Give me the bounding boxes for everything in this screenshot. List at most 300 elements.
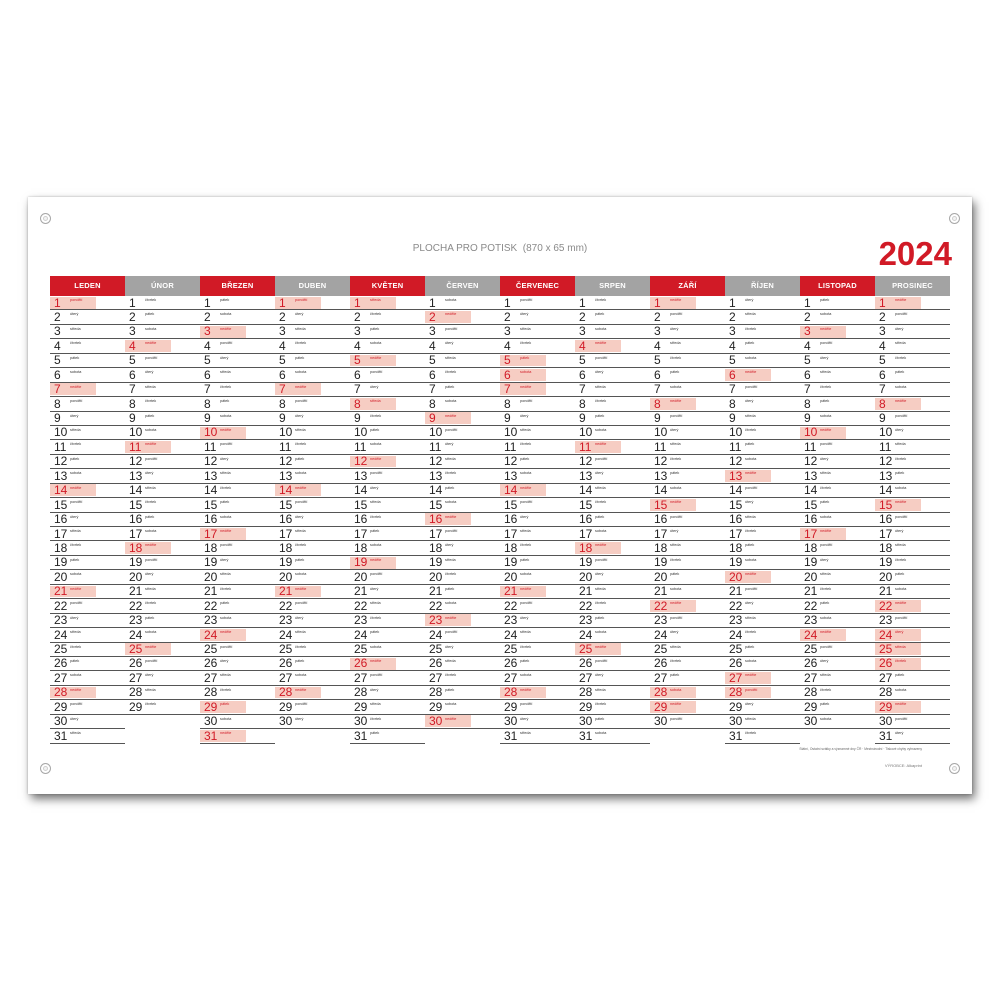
day-number: 11 — [804, 439, 817, 454]
day-name: neděle — [145, 543, 157, 548]
day-number: 10 — [204, 425, 218, 440]
day-cell — [50, 541, 125, 555]
day-number: 28 — [729, 685, 743, 700]
day-number: 1 — [204, 295, 211, 310]
day-number: 29 — [129, 699, 143, 714]
day-name: úterý — [595, 471, 604, 476]
day-name: úterý — [670, 326, 679, 331]
day-cell — [425, 556, 500, 570]
day-cell — [425, 383, 500, 397]
day-name: úterý — [370, 384, 379, 389]
day-number: 9 — [654, 411, 661, 425]
month-header: ŘÍJEN — [725, 276, 800, 296]
day-name: čtvrtek — [145, 500, 157, 505]
day-number: 27 — [279, 670, 293, 685]
day-name: středa — [895, 442, 906, 447]
day-number: 30 — [279, 714, 293, 729]
day-number: 5 — [504, 353, 511, 368]
day-cell — [50, 556, 125, 570]
day-name: úterý — [295, 312, 304, 317]
day-cell — [350, 541, 425, 555]
day-cell — [575, 296, 650, 310]
day-cell — [275, 412, 350, 426]
day-number: 11 — [429, 439, 442, 454]
day-name: sobota — [295, 471, 307, 476]
day-name: čtvrtek — [895, 456, 907, 461]
day-number: 24 — [129, 627, 143, 642]
day-number: 19 — [354, 555, 368, 570]
day-cell — [725, 700, 800, 714]
day-cell — [275, 339, 350, 353]
day-name: úterý — [70, 514, 79, 519]
day-number: 8 — [279, 396, 286, 411]
day-cell — [200, 412, 275, 426]
day-cell — [125, 484, 200, 498]
day-number: 3 — [204, 324, 211, 339]
day-cell — [725, 657, 800, 671]
day-number: 12 — [429, 454, 443, 469]
day-cell — [575, 513, 650, 527]
day-name: čtvrtek — [220, 485, 232, 490]
day-name: pátek — [895, 471, 905, 476]
day-name: středa — [820, 673, 831, 678]
day-cell — [875, 440, 950, 454]
day-cell — [425, 657, 500, 671]
day-cell — [275, 657, 350, 671]
day-name: úterý — [595, 370, 604, 375]
day-number: 24 — [54, 627, 68, 642]
day-cell — [350, 513, 425, 527]
day-cell — [500, 614, 575, 628]
day-number: 15 — [579, 497, 593, 512]
day-number: 1 — [729, 295, 736, 310]
day-name: úterý — [145, 673, 154, 678]
day-cell — [725, 412, 800, 426]
day-name: pondělí — [220, 341, 233, 346]
day-number: 29 — [429, 699, 443, 714]
day-name: čtvrtek — [70, 644, 82, 649]
day-number: 23 — [804, 613, 818, 628]
day-name: úterý — [145, 471, 154, 476]
day-cell — [50, 729, 125, 743]
month-header: DUBEN — [275, 276, 350, 296]
day-number: 8 — [579, 396, 586, 411]
day-number: 6 — [429, 367, 436, 382]
day-name: pondělí — [70, 500, 83, 505]
day-name: středa — [295, 630, 306, 635]
day-cell — [725, 541, 800, 555]
day-name: neděle — [295, 485, 307, 490]
day-cell — [350, 657, 425, 671]
day-name: pondělí — [745, 586, 758, 591]
day-name: pondělí — [295, 298, 308, 302]
day-number: 26 — [729, 656, 743, 671]
day-number: 21 — [429, 584, 443, 599]
day-number: 20 — [579, 569, 593, 584]
month-header: ÚNOR — [125, 276, 200, 296]
day-name: pátek — [595, 716, 605, 721]
day-name: středa — [745, 312, 756, 317]
day-name: pondělí — [595, 456, 608, 461]
day-cell — [575, 729, 650, 743]
day-number: 16 — [504, 512, 518, 527]
day-name: úterý — [145, 370, 154, 375]
day-name: neděle — [70, 485, 82, 490]
day-number: 15 — [279, 497, 293, 512]
day-name: pátek — [595, 312, 605, 317]
day-cell — [350, 455, 425, 469]
day-name: pondělí — [745, 384, 758, 389]
day-cell — [125, 339, 200, 353]
day-name: pondělí — [895, 413, 908, 418]
day-name: středa — [70, 427, 81, 432]
day-cell — [125, 657, 200, 671]
day-name: neděle — [595, 543, 607, 548]
day-number: 28 — [204, 685, 218, 700]
day-name: čtvrtek — [220, 586, 232, 591]
day-number: 2 — [879, 309, 886, 324]
day-name: pátek — [370, 731, 380, 736]
month-header: KVĚTEN — [350, 276, 425, 296]
day-cell — [800, 715, 875, 729]
day-number: 16 — [204, 512, 218, 527]
day-number: 19 — [129, 555, 143, 570]
day-name: čtvrtek — [595, 399, 607, 404]
month-header: ČERVEN — [425, 276, 500, 296]
day-number: 13 — [204, 468, 218, 483]
day-cell — [200, 325, 275, 339]
day-name: úterý — [745, 500, 754, 505]
day-name: pondělí — [220, 644, 233, 649]
day-number: 4 — [354, 338, 361, 353]
day-name: úterý — [70, 716, 79, 721]
day-number: 6 — [279, 367, 286, 382]
day-number: 21 — [354, 584, 368, 599]
day-number: 21 — [729, 584, 743, 599]
day-cell — [500, 556, 575, 570]
day-number: 22 — [879, 598, 893, 613]
day-name: úterý — [520, 312, 529, 317]
day-number: 17 — [804, 526, 818, 541]
day-number: 24 — [429, 627, 443, 642]
day-number: 18 — [429, 540, 443, 555]
day-cell — [725, 426, 800, 440]
day-name: neděle — [670, 298, 682, 302]
day-number: 1 — [879, 295, 886, 310]
day-cell — [275, 556, 350, 570]
day-name: středa — [895, 341, 906, 346]
day-number: 15 — [879, 497, 893, 512]
day-number: 15 — [429, 497, 443, 512]
day-name: úterý — [445, 644, 454, 649]
day-name: sobota — [445, 298, 457, 302]
day-name: sobota — [220, 514, 232, 519]
day-cell — [725, 469, 800, 483]
day-cell — [125, 585, 200, 599]
day-name: pátek — [745, 341, 755, 346]
day-name: čtvrtek — [370, 312, 382, 317]
day-cell — [200, 643, 275, 657]
day-cell — [575, 368, 650, 382]
day-name: pátek — [745, 644, 755, 649]
day-cell — [200, 671, 275, 685]
month-header: ČERVENEC — [500, 276, 575, 296]
day-number: 6 — [129, 367, 136, 382]
day-number: 26 — [504, 656, 518, 671]
day-name: čtvrtek — [595, 702, 607, 707]
day-cell — [425, 715, 500, 729]
day-number: 9 — [579, 411, 586, 425]
day-number: 3 — [504, 324, 511, 339]
day-cell — [125, 527, 200, 541]
day-number: 12 — [54, 454, 68, 469]
day-number: 10 — [129, 425, 143, 440]
day-name: pondělí — [820, 644, 833, 649]
day-number: 25 — [204, 642, 218, 656]
day-name: úterý — [295, 514, 304, 519]
day-cell — [350, 325, 425, 339]
day-name: pátek — [520, 456, 530, 461]
day-cell — [500, 310, 575, 324]
day-name: sobota — [670, 485, 682, 490]
day-name: středa — [745, 615, 756, 620]
day-cell — [650, 397, 725, 411]
day-name: čtvrtek — [670, 355, 682, 360]
day-name: úterý — [895, 529, 904, 533]
day-name: úterý — [370, 687, 379, 692]
day-name: pátek — [670, 471, 680, 476]
day-cell — [275, 484, 350, 498]
day-cell — [875, 325, 950, 339]
day-number: 27 — [654, 670, 668, 685]
day-number: 9 — [804, 411, 811, 425]
day-number: 15 — [129, 497, 143, 512]
day-cell — [425, 628, 500, 642]
day-number: 22 — [804, 598, 818, 613]
day-cell — [200, 715, 275, 729]
day-number: 16 — [54, 512, 68, 527]
day-name: neděle — [370, 456, 382, 461]
day-name: středa — [520, 326, 531, 331]
day-cell — [50, 412, 125, 426]
day-cell — [425, 325, 500, 339]
day-cell — [50, 455, 125, 469]
day-number: 9 — [279, 411, 286, 425]
day-name: neděle — [670, 601, 682, 606]
day-name: sobota — [595, 731, 607, 736]
day-number: 13 — [54, 468, 68, 483]
day-name: sobota — [370, 442, 382, 447]
day-cell — [575, 585, 650, 599]
day-cell — [350, 412, 425, 426]
day-name: pondělí — [145, 355, 158, 360]
day-number: 31 — [579, 728, 593, 743]
day-cell — [500, 643, 575, 657]
day-cell — [575, 657, 650, 671]
day-cell — [875, 541, 950, 555]
day-number: 20 — [729, 569, 743, 584]
day-cell — [275, 498, 350, 512]
day-cell — [500, 729, 575, 743]
day-name: pondělí — [895, 514, 908, 519]
day-number: 12 — [879, 454, 893, 469]
month-column — [125, 276, 200, 746]
day-cell — [350, 310, 425, 324]
day-number: 19 — [504, 555, 518, 570]
day-cell — [875, 700, 950, 714]
day-number: 29 — [504, 699, 518, 714]
day-cell — [50, 469, 125, 483]
day-number: 1 — [129, 295, 136, 310]
day-name: sobota — [895, 485, 907, 490]
day-cell — [575, 643, 650, 657]
day-name: neděle — [670, 500, 682, 505]
day-number: 14 — [879, 483, 893, 498]
day-number: 22 — [204, 598, 218, 613]
day-number: 24 — [354, 627, 368, 642]
day-cell — [350, 426, 425, 440]
day-name: pondělí — [295, 500, 308, 505]
footer-note: Státní, Ostatní svátky a významné dny ČR · Mezinárodní · Tiskové chyby vyhrazeny — [799, 747, 922, 751]
day-name: středa — [520, 427, 531, 432]
day-number: 18 — [879, 540, 893, 555]
day-number: 26 — [354, 656, 368, 671]
day-number: 6 — [579, 367, 586, 382]
day-cell — [875, 715, 950, 729]
day-name: úterý — [820, 557, 829, 562]
day-cell — [500, 585, 575, 599]
day-cell — [875, 397, 950, 411]
day-cell — [350, 686, 425, 700]
day-cell — [800, 325, 875, 339]
day-cell — [125, 426, 200, 440]
day-name: čtvrtek — [295, 341, 307, 346]
day-cell — [200, 585, 275, 599]
day-name: středa — [520, 630, 531, 635]
day-name: čtvrtek — [895, 355, 907, 360]
day-name: sobota — [295, 572, 307, 577]
day-number: 7 — [204, 382, 211, 397]
day-name: pondělí — [895, 312, 908, 317]
day-cell — [50, 700, 125, 714]
day-cell — [500, 469, 575, 483]
day-name: pondělí — [70, 702, 83, 707]
day-cell — [800, 498, 875, 512]
day-cell — [200, 498, 275, 512]
day-name: středa — [145, 687, 156, 692]
day-number: 28 — [804, 685, 818, 700]
day-number: 5 — [204, 353, 211, 368]
day-name: sobota — [895, 687, 907, 692]
day-cell — [200, 397, 275, 411]
day-name: neděle — [820, 427, 832, 432]
day-cell — [875, 657, 950, 671]
day-number: 5 — [879, 353, 886, 368]
day-number: 8 — [354, 396, 361, 411]
day-number: 30 — [579, 714, 593, 729]
day-cell — [875, 628, 950, 642]
day-number: 15 — [354, 497, 368, 512]
day-number: 21 — [879, 584, 893, 599]
day-number: 20 — [354, 569, 368, 584]
day-number: 12 — [804, 454, 818, 469]
day-cell — [800, 513, 875, 527]
day-number: 4 — [654, 338, 661, 353]
day-name: čtvrtek — [670, 456, 682, 461]
day-number: 13 — [804, 468, 818, 483]
day-name: pátek — [295, 557, 305, 562]
day-cell — [650, 628, 725, 642]
day-cell — [50, 325, 125, 339]
day-name: neděle — [520, 687, 532, 692]
day-cell — [725, 440, 800, 454]
day-name: sobota — [820, 312, 832, 317]
day-name: úterý — [370, 586, 379, 591]
day-cell — [575, 354, 650, 368]
day-number: 28 — [129, 685, 143, 700]
day-cell — [275, 440, 350, 454]
day-name: úterý — [820, 658, 829, 663]
day-cell — [725, 513, 800, 527]
day-cell — [350, 296, 425, 310]
day-cell — [875, 686, 950, 700]
day-name: neděle — [895, 298, 907, 302]
day-number: 24 — [804, 627, 818, 642]
day-number: 9 — [729, 411, 736, 425]
day-number: 21 — [654, 584, 668, 599]
day-number: 27 — [354, 670, 368, 685]
day-number: 25 — [504, 642, 518, 656]
day-name: úterý — [895, 630, 904, 635]
day-cell — [875, 585, 950, 599]
day-number: 8 — [654, 396, 661, 411]
day-name: sobota — [670, 384, 682, 389]
day-name: neděle — [820, 326, 832, 331]
month-column — [800, 276, 875, 746]
day-number: 26 — [654, 656, 668, 671]
day-number: 27 — [129, 670, 143, 685]
day-number: 21 — [579, 584, 593, 599]
print-area-title: PLOCHA PRO POTISK — [412, 243, 518, 254]
day-cell — [350, 599, 425, 613]
day-number: 11 — [354, 439, 367, 454]
day-cell — [350, 484, 425, 498]
day-name: pátek — [145, 615, 155, 620]
day-cell — [50, 296, 125, 310]
day-name: pátek — [145, 514, 155, 519]
day-name: středa — [295, 529, 306, 533]
month-column — [275, 276, 350, 746]
day-number: 18 — [129, 540, 143, 555]
day-cell — [425, 469, 500, 483]
day-cell — [125, 397, 200, 411]
day-cell — [725, 455, 800, 469]
day-name: úterý — [595, 673, 604, 678]
day-name: čtvrtek — [295, 644, 307, 649]
day-name: čtvrtek — [145, 298, 157, 302]
month-column — [425, 276, 500, 746]
day-number: 5 — [579, 353, 586, 368]
day-number: 12 — [204, 454, 218, 469]
day-number: 16 — [129, 512, 143, 527]
day-cell — [575, 700, 650, 714]
day-name: neděle — [445, 615, 457, 620]
day-name: úterý — [745, 601, 754, 606]
day-cell — [650, 412, 725, 426]
day-number: 25 — [429, 642, 443, 656]
day-name: neděle — [595, 341, 607, 346]
month-header: BŘEZEN — [200, 276, 275, 296]
